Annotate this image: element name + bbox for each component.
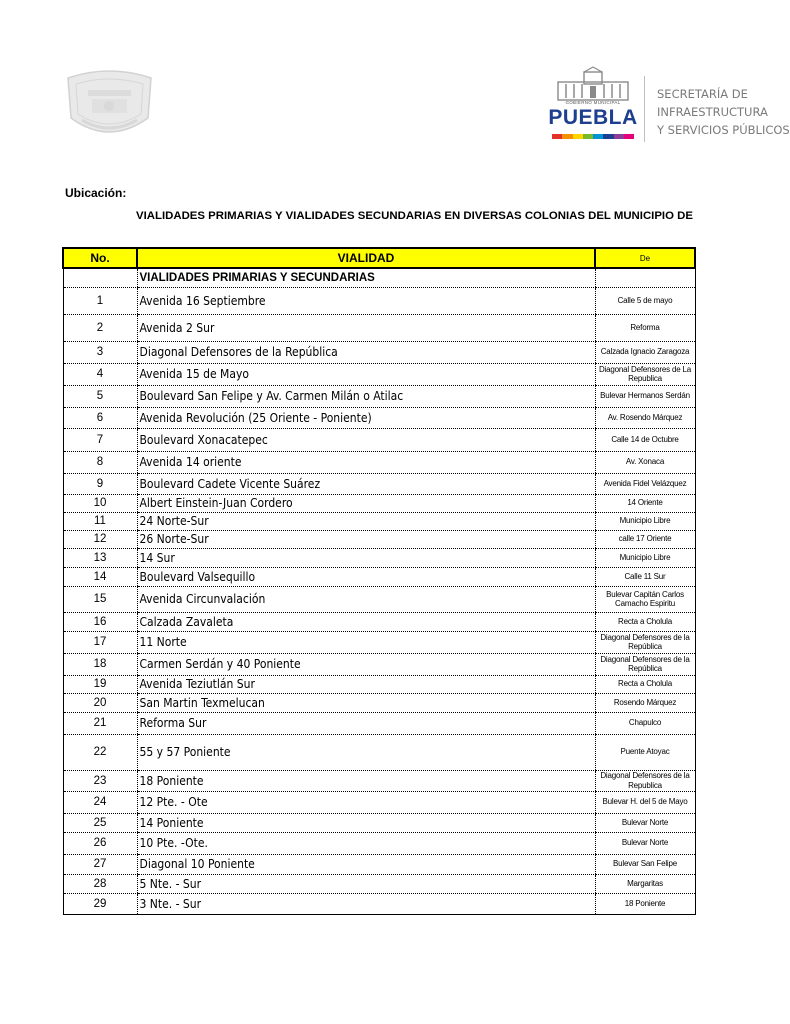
row-vialidad: 12 Pte. - Ote <box>137 791 595 813</box>
header-vialidad: VIALIDAD <box>137 248 595 268</box>
table-row <box>63 791 695 813</box>
row-de: Diagonal Defensores de la Republica <box>595 770 695 791</box>
row-de: Av. Xonaca <box>595 451 695 473</box>
row-de: Diagonal Defensores de La Republica <box>595 363 695 385</box>
row-number: 4 <box>63 363 137 385</box>
row-vialidad: 10 Pte. -Ote. <box>137 832 595 854</box>
table-row <box>63 813 695 832</box>
row-number: 25 <box>63 813 137 832</box>
row-number: 2 <box>63 314 137 341</box>
table-row <box>63 693 695 712</box>
row-de: Bulevar Norte <box>595 832 695 854</box>
row-de: Recta a Cholula <box>595 675 695 693</box>
row-vialidad: 3 Nte. - Sur <box>137 893 595 914</box>
table-row <box>63 653 695 675</box>
table-row <box>63 530 695 548</box>
row-number: 7 <box>63 428 137 451</box>
ubicacion-label: Ubicación: <box>65 186 127 200</box>
table-row <box>63 675 695 693</box>
header-de: De <box>595 248 695 268</box>
row-vialidad: 14 Poniente <box>137 813 595 832</box>
row-number: 26 <box>63 832 137 854</box>
row-vialidad: Avenida Circunvalación <box>137 586 595 612</box>
row-number: 12 <box>63 530 137 548</box>
secretaria-line-1: SECRETARÍA DE <box>657 87 748 101</box>
table-row <box>63 612 695 631</box>
table-row <box>63 854 695 874</box>
row-de: Diagonal Defensores de la República <box>595 653 695 675</box>
municipal-seal-logo <box>62 68 157 143</box>
row-de: Bulevar Capitán Carlos Camacho Espiritu <box>595 586 695 612</box>
row-vialidad: Avenida 14 oriente <box>137 451 595 473</box>
table-row <box>63 473 695 494</box>
row-vialidad: 11 Norte <box>137 631 595 653</box>
row-vialidad: Avenida 15 de Mayo <box>137 363 595 385</box>
row-de: Rosendo Márquez <box>595 693 695 712</box>
row-number: 18 <box>63 653 137 675</box>
table-row <box>63 451 695 473</box>
row-number: 5 <box>63 385 137 407</box>
row-de: Bulevar Norte <box>595 813 695 832</box>
row-vialidad: 26 Norte-Sur <box>137 530 595 548</box>
row-vialidad: 18 Poniente <box>137 770 595 791</box>
row-number: 6 <box>63 407 137 428</box>
row-number: 13 <box>63 548 137 567</box>
logo-text: PUEBLA <box>548 106 638 129</box>
row-vialidad: Avenida Teziutlán Sur <box>137 675 595 693</box>
row-number: 1 <box>63 287 137 314</box>
table-row <box>63 512 695 530</box>
row-de: Chapulco <box>595 712 695 734</box>
row-vialidad: Boulevard Xonacatepec <box>137 428 595 451</box>
row-de: Puente Atoyac <box>595 734 695 770</box>
row-number: 17 <box>63 631 137 653</box>
table-row <box>63 494 695 512</box>
table-row <box>63 734 695 770</box>
row-number: 23 <box>63 770 137 791</box>
row-number: 20 <box>63 693 137 712</box>
row-vialidad: 5 Nte. - Sur <box>137 874 595 893</box>
row-number: 28 <box>63 874 137 893</box>
row-de: 18 Poniente <box>595 893 695 914</box>
row-de: Municipio Libre <box>595 548 695 567</box>
row-de: calle 17 Oriente <box>595 530 695 548</box>
row-vialidad: Boulevard Valsequillo <box>137 567 595 586</box>
row-de: Diagonal Defensores de la República <box>595 631 695 653</box>
table-row <box>63 770 695 791</box>
table-row <box>63 363 695 385</box>
row-vialidad: Diagonal 10 Poniente <box>137 854 595 874</box>
row-de: Bulevar San Felipe <box>595 854 695 874</box>
row-de: Calle 14 de Octubre <box>595 428 695 451</box>
row-number: 27 <box>63 854 137 874</box>
table-row <box>63 567 695 586</box>
row-number: 15 <box>63 586 137 612</box>
section-de-cell <box>595 268 695 287</box>
row-number: 19 <box>63 675 137 693</box>
row-vialidad: Albert Einstein-Juan Cordero <box>137 494 595 512</box>
row-number: 10 <box>63 494 137 512</box>
row-number: 16 <box>63 612 137 631</box>
vialidades-table <box>62 247 696 915</box>
table-row <box>63 548 695 567</box>
logo-divider <box>644 76 645 142</box>
table-row <box>63 712 695 734</box>
row-number: 22 <box>63 734 137 770</box>
row-vialidad: Reforma Sur <box>137 712 595 734</box>
row-number: 29 <box>63 893 137 914</box>
row-de: Avenida Fidel Velázquez <box>595 473 695 494</box>
table-row <box>63 407 695 428</box>
row-number: 14 <box>63 567 137 586</box>
row-de: Calle 11 Sur <box>595 567 695 586</box>
row-vialidad: Avenida 2 Sur <box>137 314 595 341</box>
row-number: 8 <box>63 451 137 473</box>
row-number: 11 <box>63 512 137 530</box>
row-vialidad: Boulevard San Felipe y Av. Carmen Milán o Atilac <box>137 385 595 407</box>
row-vialidad: Avenida 16 Septiembre <box>137 287 595 314</box>
row-de: 14 Oriente <box>595 494 695 512</box>
table-row <box>63 385 695 407</box>
row-vialidad: Carmen Serdán y 40 Poniente <box>137 653 595 675</box>
row-number: 3 <box>63 341 137 363</box>
row-number: 24 <box>63 791 137 813</box>
row-vialidad: Avenida Revolución (25 Oriente - Poniente) <box>137 407 595 428</box>
table-row <box>63 428 695 451</box>
puebla-logo <box>548 70 638 144</box>
table-row <box>63 586 695 612</box>
section-label: VIALIDADES PRIMARIAS Y SECUNDARIAS <box>137 268 595 287</box>
row-vialidad: 55 y 57 Poniente <box>137 734 595 770</box>
table-row <box>63 832 695 854</box>
row-de: Municipio Libre <box>595 512 695 530</box>
section-no-cell <box>63 268 137 287</box>
secretaria-line-2: INFRAESTRUCTURA <box>657 105 768 119</box>
table-row <box>63 341 695 363</box>
row-vialidad: 24 Norte-Sur <box>137 512 595 530</box>
document-subtitle: VIALIDADES PRIMARIAS Y VIALIDADES SECUNDARIAS EN DIVERSAS COLONIAS DEL MUNICIPIO DE <box>136 210 693 222</box>
row-de: Bulevar Hermanos Serdán <box>595 385 695 407</box>
secretaria-line-3: Y SERVICIOS PÚBLICOS <box>657 123 790 137</box>
row-de: Bulevar H. del 5 de Mayo <box>595 791 695 813</box>
secretaria-name <box>657 85 790 139</box>
logo-color-bar <box>552 134 634 139</box>
row-de: Recta a Cholula <box>595 612 695 631</box>
row-number: 9 <box>63 473 137 494</box>
row-vialidad: Boulevard Cadete Vicente Suárez <box>137 473 595 494</box>
table-row <box>63 874 695 893</box>
header-no: No. <box>63 248 137 268</box>
section-row <box>63 268 695 287</box>
row-de: Av. Rosendo Márquez <box>595 407 695 428</box>
row-de: Margaritas <box>595 874 695 893</box>
row-de: Calle 5 de mayo <box>595 287 695 314</box>
row-vialidad: Diagonal Defensores de la República <box>137 341 595 363</box>
row-de: Calzada Ignacio Zaragoza <box>595 341 695 363</box>
row-vialidad: San Martin Texmelucan <box>137 693 595 712</box>
table-row <box>63 631 695 653</box>
logo-caption: GOBIERNO MUNICIPAL <box>565 100 621 105</box>
row-de: Reforma <box>595 314 695 341</box>
row-vialidad: Calzada Zavaleta <box>137 612 595 631</box>
table-row <box>63 314 695 341</box>
table-row <box>63 287 695 314</box>
table-row <box>63 893 695 914</box>
row-number: 21 <box>63 712 137 734</box>
row-vialidad: 14 Sur <box>137 548 595 567</box>
